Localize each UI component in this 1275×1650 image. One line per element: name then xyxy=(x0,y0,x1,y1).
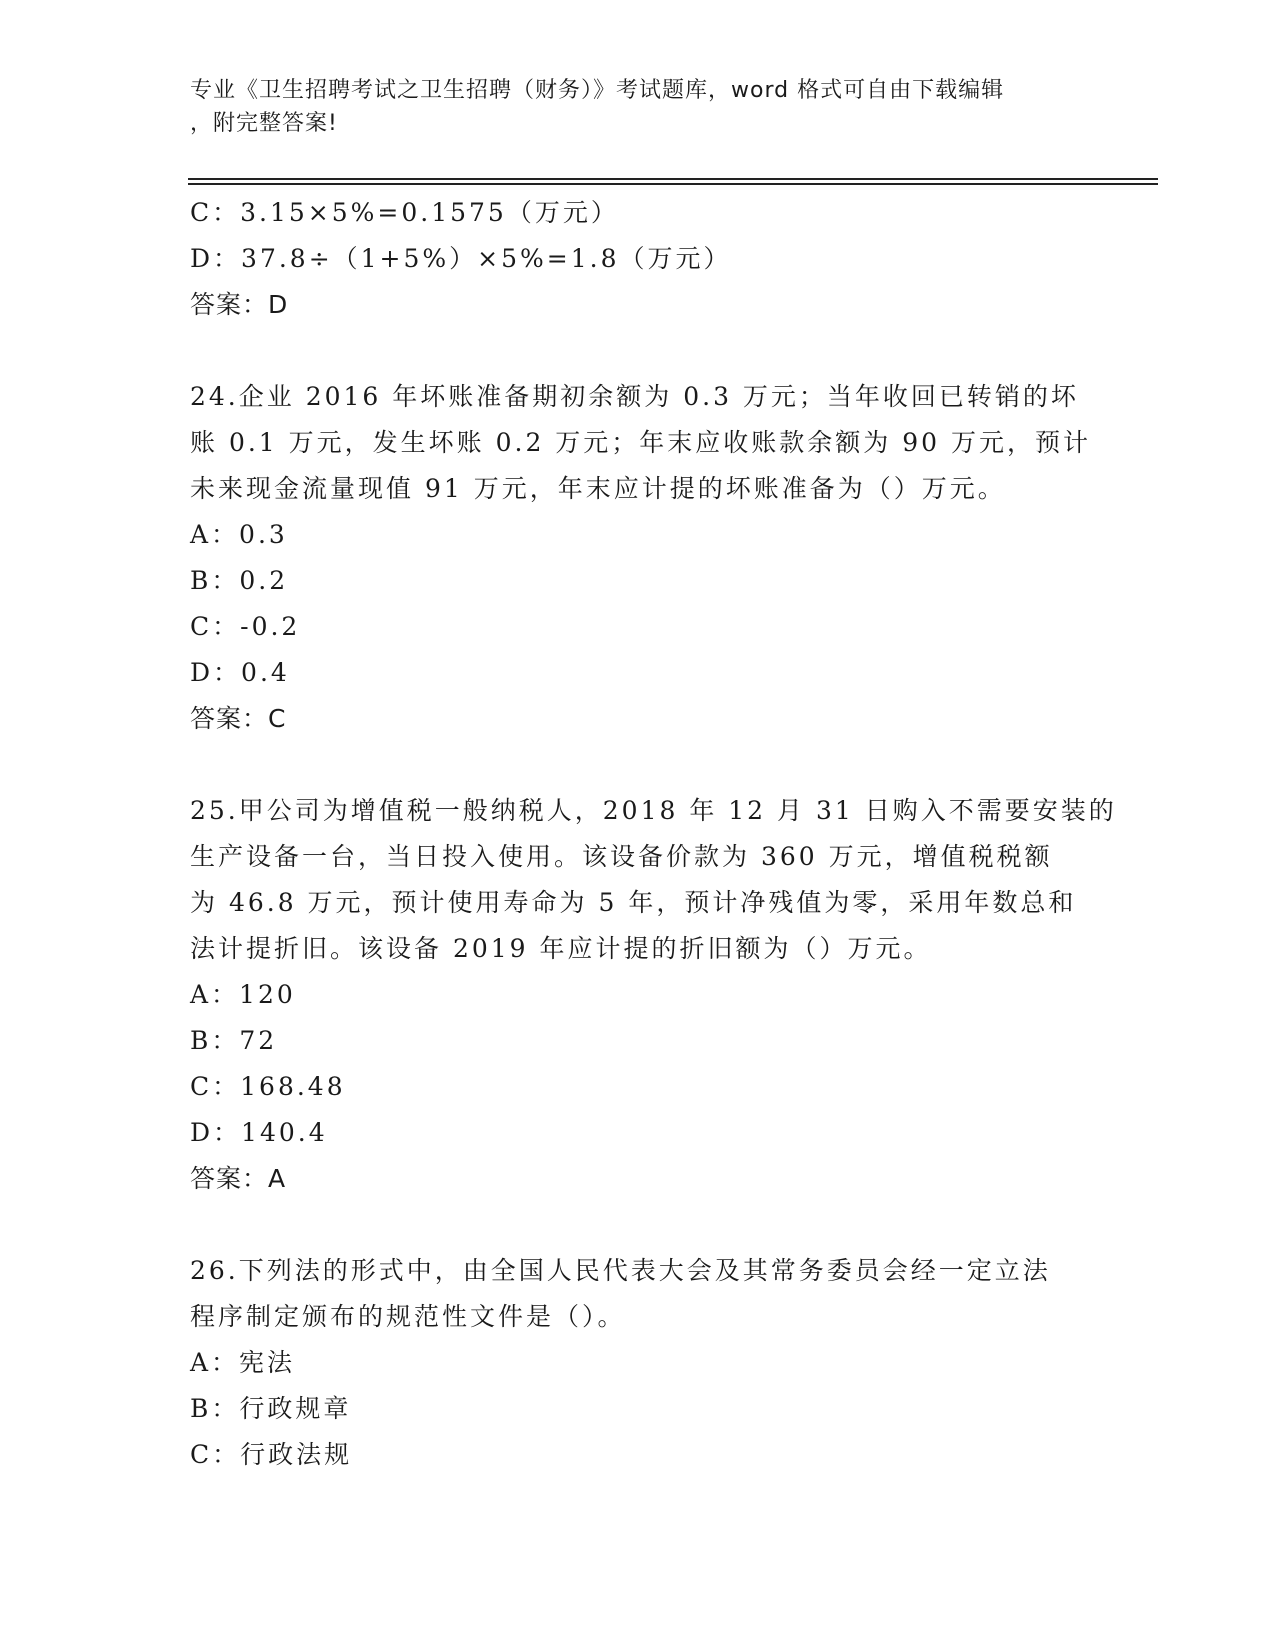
question-stem-line: 24.企业 2016 年坏账准备期初余额为 0.3 万元；当年收回已转销的坏 xyxy=(190,382,1079,411)
spacer xyxy=(190,742,1110,788)
question-stem-line: 法计提折旧。该设备 2019 年应计提的折旧额为（）万元。 xyxy=(190,934,932,963)
question-stem-line: 25.甲公司为增值税一般纳税人，2018 年 12 月 31 日购入不需要安装的 xyxy=(190,796,1117,825)
question-24 xyxy=(190,374,1110,742)
question-content xyxy=(190,190,1117,1478)
question-stem-line: 为 46.8 万元，预计使用寿命为 5 年，预计净残值为零，采用年数总和 xyxy=(190,888,1077,917)
question-stem-line: 生产设备一台，当日投入使用。该设备价款为 360 万元，增值税税额 xyxy=(190,842,1053,871)
option-b: B：72 xyxy=(190,1026,278,1055)
answer-line: 答案：A xyxy=(190,1164,287,1193)
option-a: A：120 xyxy=(190,980,296,1009)
document-header xyxy=(190,74,1090,140)
question-26 xyxy=(190,1248,1110,1478)
option-b: B：0.2 xyxy=(190,566,289,595)
header-divider-bottom xyxy=(188,183,1158,185)
question-stem-line: 26.下列法的形式中，由全国人民代表大会及其常务委员会经一定立法 xyxy=(190,1256,1051,1285)
header-line-1: 专业《卫生招聘考试之卫生招聘（财务）》考试题库，word 格式可自由下载编辑 xyxy=(190,78,1005,103)
option-d: D：0.4 xyxy=(190,658,290,687)
prev-question-block xyxy=(190,190,1110,328)
spacer xyxy=(190,328,1110,374)
header-line-2: ，附完整答案! xyxy=(190,111,338,136)
option-d: D：37.8÷（1+5%）×5%=1.8（万元） xyxy=(190,244,732,273)
option-a: A：0.3 xyxy=(190,520,288,549)
option-c: C：168.48 xyxy=(190,1072,346,1101)
question-stem-line: 未来现金流量现值 91 万元，年末应计提的坏账准备为（）万元。 xyxy=(190,474,1006,503)
question-stem-line: 程序制定颁布的规范性文件是（）。 xyxy=(190,1302,626,1331)
question-stem-line: 账 0.1 万元，发生坏账 0.2 万元；年末应收账款余额为 90 万元，预计 xyxy=(190,428,1092,457)
option-d: D：140.4 xyxy=(190,1118,328,1147)
answer-line: 答案：C xyxy=(190,704,287,733)
option-c: C：3.15×5%=0.1575（万元） xyxy=(190,198,619,227)
spacer xyxy=(190,1202,1110,1248)
option-c: C：行政法规 xyxy=(190,1440,353,1469)
option-b: B：行政规章 xyxy=(190,1394,352,1423)
answer-line: 答案：D xyxy=(190,290,289,319)
option-a: A：宪法 xyxy=(190,1348,296,1377)
question-25 xyxy=(190,788,1117,1202)
header-divider-top xyxy=(188,178,1158,180)
option-c: C：-0.2 xyxy=(190,612,301,641)
